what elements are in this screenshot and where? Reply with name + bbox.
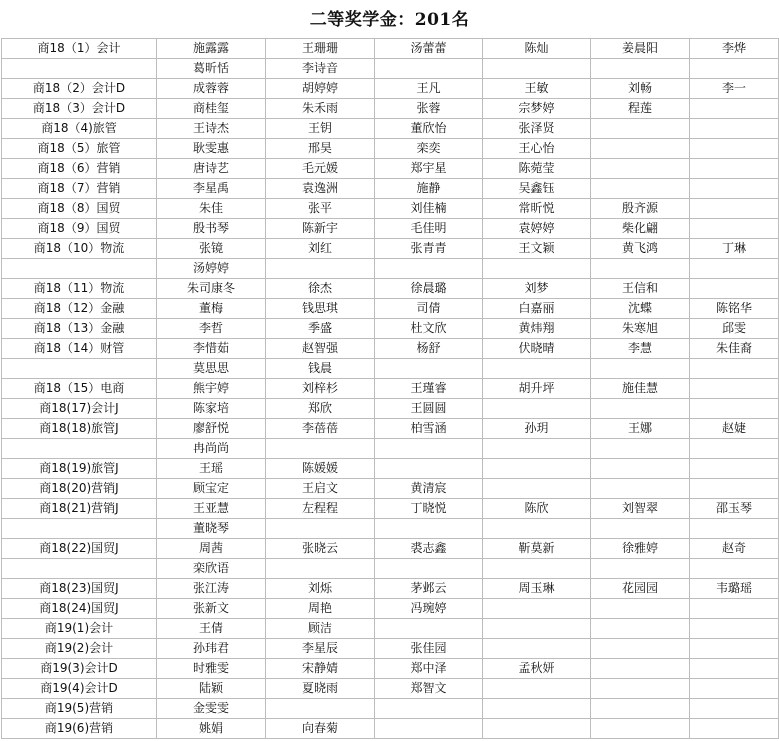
student-name-cell[interactable] <box>690 459 779 479</box>
student-name-cell[interactable] <box>591 659 690 679</box>
student-name-cell[interactable]: 李诗音 <box>266 59 375 79</box>
table-row <box>2 139 779 159</box>
student-name-cell[interactable]: 邵玉琴 <box>690 499 779 519</box>
student-name-cell[interactable] <box>375 619 483 639</box>
class-name-cell[interactable]: 商18（6）营销 <box>2 159 157 179</box>
table-row <box>2 299 779 319</box>
table-row <box>2 439 779 459</box>
student-name-cell[interactable] <box>591 179 690 199</box>
student-name-cell[interactable] <box>591 259 690 279</box>
student-name-cell[interactable]: 葛昕恬 <box>157 59 266 79</box>
table-row <box>2 239 779 259</box>
table-row <box>2 419 779 439</box>
class-name-cell[interactable]: 商18（13）金融 <box>2 319 157 339</box>
student-name-cell[interactable] <box>591 439 690 459</box>
table-row <box>2 99 779 119</box>
student-name-cell[interactable]: 郑欣 <box>266 399 375 419</box>
student-name-cell[interactable]: 周玉琳 <box>483 579 591 599</box>
student-name-cell[interactable] <box>591 139 690 159</box>
student-name-cell[interactable]: 吴鑫钰 <box>483 179 591 199</box>
student-name-cell[interactable]: 殷书琴 <box>157 219 266 239</box>
table-row <box>2 279 779 299</box>
student-name-cell[interactable]: 刘梦 <box>483 279 591 299</box>
class-name-cell[interactable]: 商18（3）会计D <box>2 99 157 119</box>
student-name-cell[interactable]: 李蓓蓓 <box>266 419 375 439</box>
student-name-cell[interactable] <box>690 219 779 239</box>
class-name-cell[interactable]: 商18（2）会计D <box>2 79 157 99</box>
student-name-cell[interactable]: 孙玥 <box>483 419 591 439</box>
student-name-cell[interactable]: 郑智文 <box>375 679 483 699</box>
student-name-cell[interactable] <box>591 59 690 79</box>
student-name-cell[interactable]: 姜晨阳 <box>591 39 690 59</box>
student-name-cell[interactable] <box>375 59 483 79</box>
student-name-cell[interactable]: 冯琬婷 <box>375 599 483 619</box>
student-name-cell[interactable]: 刘梓杉 <box>266 379 375 399</box>
student-name-cell[interactable] <box>591 719 690 739</box>
student-name-cell[interactable] <box>375 359 483 379</box>
table-row <box>2 539 779 559</box>
student-name-cell[interactable]: 朱司康冬 <box>157 279 266 299</box>
student-name-cell[interactable]: 王文颖 <box>483 239 591 259</box>
class-name-cell[interactable]: 商18（7）营销 <box>2 179 157 199</box>
student-name-cell[interactable]: 董晓琴 <box>157 519 266 539</box>
student-name-cell[interactable]: 夏晓雨 <box>266 679 375 699</box>
student-name-cell[interactable]: 向春菊 <box>266 719 375 739</box>
student-name-cell[interactable]: 王珊珊 <box>266 39 375 59</box>
table-row <box>2 159 779 179</box>
student-name-cell[interactable]: 赵婕 <box>690 419 779 439</box>
table-row <box>2 579 779 599</box>
student-name-cell[interactable] <box>690 439 779 459</box>
student-name-cell[interactable] <box>591 479 690 499</box>
class-name-cell[interactable] <box>2 259 157 279</box>
student-name-cell[interactable] <box>375 259 483 279</box>
student-name-cell[interactable]: 廖舒悦 <box>157 419 266 439</box>
student-name-cell[interactable]: 张青青 <box>375 239 483 259</box>
student-name-cell[interactable] <box>483 459 591 479</box>
scholarship-table <box>1 38 779 739</box>
student-name-cell[interactable] <box>591 399 690 419</box>
class-name-cell[interactable]: 商19(5)营销 <box>2 699 157 719</box>
class-name-cell[interactable]: 商18(22)国贸J <box>2 539 157 559</box>
student-name-cell[interactable] <box>483 519 591 539</box>
student-name-cell[interactable]: 赵奇 <box>690 539 779 559</box>
student-name-cell[interactable] <box>690 399 779 419</box>
student-name-cell[interactable]: 王敏 <box>483 79 591 99</box>
student-name-cell[interactable]: 王亚慧 <box>157 499 266 519</box>
student-name-cell[interactable]: 熊宇婷 <box>157 379 266 399</box>
student-name-cell[interactable]: 殷齐源 <box>591 199 690 219</box>
student-name-cell[interactable]: 刘红 <box>266 239 375 259</box>
student-name-cell[interactable]: 唐诗艺 <box>157 159 266 179</box>
student-name-cell[interactable]: 王倩 <box>157 619 266 639</box>
class-name-cell[interactable]: 商18（1）会计 <box>2 39 157 59</box>
sheet-title: 二等奖学金：201名 <box>309 10 470 30</box>
student-name-cell[interactable]: 邱雯 <box>690 319 779 339</box>
student-name-cell[interactable]: 王娜 <box>591 419 690 439</box>
student-name-cell[interactable] <box>591 619 690 639</box>
student-name-cell[interactable]: 刘畅 <box>591 79 690 99</box>
student-name-cell[interactable] <box>483 679 591 699</box>
student-name-cell[interactable]: 李惜茹 <box>157 339 266 359</box>
class-name-cell[interactable]: 商19(6)营销 <box>2 719 157 739</box>
student-name-cell[interactable] <box>266 559 375 579</box>
student-name-cell[interactable] <box>591 359 690 379</box>
student-name-cell[interactable]: 李星禹 <box>157 179 266 199</box>
student-name-cell[interactable]: 陈铭华 <box>690 299 779 319</box>
student-name-cell[interactable] <box>483 559 591 579</box>
class-name-cell[interactable] <box>2 59 157 79</box>
student-name-cell[interactable]: 钱晨 <box>266 359 375 379</box>
student-name-cell[interactable] <box>591 639 690 659</box>
student-name-cell[interactable]: 朱佳 <box>157 199 266 219</box>
student-name-cell[interactable] <box>483 639 591 659</box>
student-name-cell[interactable] <box>375 519 483 539</box>
student-name-cell[interactable]: 司倩 <box>375 299 483 319</box>
student-name-cell[interactable] <box>483 439 591 459</box>
student-name-cell[interactable] <box>690 199 779 219</box>
student-name-cell[interactable]: 时雅雯 <box>157 659 266 679</box>
student-name-cell[interactable]: 郑中泽 <box>375 659 483 679</box>
student-name-cell[interactable]: 李哲 <box>157 319 266 339</box>
student-name-cell[interactable]: 商桂玺 <box>157 99 266 119</box>
student-name-cell[interactable]: 孙玮君 <box>157 639 266 659</box>
class-name-cell[interactable]: 商18(18)旅管J <box>2 419 157 439</box>
student-name-cell[interactable] <box>483 479 591 499</box>
student-name-cell[interactable] <box>690 279 779 299</box>
class-name-cell[interactable] <box>2 519 157 539</box>
table-row <box>2 79 779 99</box>
student-name-cell[interactable]: 顾宝定 <box>157 479 266 499</box>
table-row <box>2 699 779 719</box>
student-name-cell[interactable]: 陈新宇 <box>266 219 375 239</box>
table-row <box>2 379 779 399</box>
student-name-cell[interactable]: 李烨 <box>690 39 779 59</box>
student-name-cell[interactable] <box>690 179 779 199</box>
table-row <box>2 619 779 639</box>
student-name-cell[interactable] <box>591 459 690 479</box>
class-name-cell[interactable]: 商18（4)旅管 <box>2 119 157 139</box>
table-row <box>2 679 779 699</box>
student-name-cell[interactable]: 王启文 <box>266 479 375 499</box>
student-name-cell[interactable]: 宋静婧 <box>266 659 375 679</box>
student-name-cell[interactable]: 栾欣语 <box>157 559 266 579</box>
student-name-cell[interactable]: 季盛 <box>266 319 375 339</box>
student-name-cell[interactable]: 郑宇星 <box>375 159 483 179</box>
student-name-cell[interactable]: 周艳 <box>266 599 375 619</box>
student-name-cell[interactable] <box>690 379 779 399</box>
table-row <box>2 599 779 619</box>
student-name-cell[interactable]: 冉尚尚 <box>157 439 266 459</box>
student-name-cell[interactable]: 汤蕾蕾 <box>375 39 483 59</box>
student-name-cell[interactable]: 毛佳明 <box>375 219 483 239</box>
student-name-cell[interactable]: 黄清宸 <box>375 479 483 499</box>
student-name-cell[interactable]: 朱禾雨 <box>266 99 375 119</box>
student-name-cell[interactable] <box>690 599 779 619</box>
student-name-cell[interactable]: 裘志鑫 <box>375 539 483 559</box>
student-name-cell[interactable] <box>375 459 483 479</box>
student-name-cell[interactable]: 陈菀莹 <box>483 159 591 179</box>
student-name-cell[interactable]: 赵智强 <box>266 339 375 359</box>
class-name-cell[interactable]: 商18（14）财管 <box>2 339 157 359</box>
student-name-cell[interactable]: 王心怡 <box>483 139 591 159</box>
student-name-cell[interactable]: 袁逸洲 <box>266 179 375 199</box>
student-name-cell[interactable]: 董梅 <box>157 299 266 319</box>
student-name-cell[interactable]: 李慧 <box>591 339 690 359</box>
student-name-cell[interactable] <box>483 599 591 619</box>
class-name-cell[interactable]: 商18(24)国贸J <box>2 599 157 619</box>
table-row <box>2 459 779 479</box>
class-name-cell[interactable]: 商19(2)会计 <box>2 639 157 659</box>
class-name-cell[interactable]: 商18(23)国贸J <box>2 579 157 599</box>
student-name-cell[interactable] <box>690 679 779 699</box>
student-name-cell[interactable]: 韦璐瑶 <box>690 579 779 599</box>
student-name-cell[interactable] <box>375 699 483 719</box>
student-name-cell[interactable]: 张佳园 <box>375 639 483 659</box>
student-name-cell[interactable]: 黄飞鸿 <box>591 239 690 259</box>
student-name-cell[interactable]: 花园园 <box>591 579 690 599</box>
student-name-cell[interactable] <box>483 719 591 739</box>
class-name-cell[interactable]: 商18（12）金融 <box>2 299 157 319</box>
class-name-cell[interactable]: 商18（5）旅管 <box>2 139 157 159</box>
student-name-cell[interactable]: 施露露 <box>157 39 266 59</box>
student-name-cell[interactable]: 柴化翩 <box>591 219 690 239</box>
student-name-cell[interactable]: 左程程 <box>266 499 375 519</box>
student-name-cell[interactable]: 伏晓晴 <box>483 339 591 359</box>
class-name-cell[interactable] <box>2 359 157 379</box>
student-name-cell[interactable] <box>483 359 591 379</box>
table-row <box>2 659 779 679</box>
student-name-cell[interactable]: 茅邺云 <box>375 579 483 599</box>
table-row <box>2 499 779 519</box>
student-name-cell[interactable]: 顾洁 <box>266 619 375 639</box>
student-name-cell[interactable] <box>690 59 779 79</box>
student-name-cell[interactable] <box>690 699 779 719</box>
student-name-cell[interactable]: 陈媛媛 <box>266 459 375 479</box>
student-name-cell[interactable]: 朱佳裔 <box>690 339 779 359</box>
student-name-cell[interactable]: 袁婷婷 <box>483 219 591 239</box>
student-name-cell[interactable]: 丁琳 <box>690 239 779 259</box>
class-name-cell[interactable]: 商18(20)营销J <box>2 479 157 499</box>
student-name-cell[interactable] <box>690 359 779 379</box>
student-name-cell[interactable] <box>266 519 375 539</box>
student-name-cell[interactable] <box>483 619 591 639</box>
class-name-cell[interactable] <box>2 439 157 459</box>
student-name-cell[interactable] <box>690 519 779 539</box>
student-name-cell[interactable] <box>591 699 690 719</box>
class-name-cell[interactable]: 商18（10）物流 <box>2 239 157 259</box>
student-name-cell[interactable]: 杜文欣 <box>375 319 483 339</box>
student-name-cell[interactable]: 陈灿 <box>483 39 591 59</box>
table-row <box>2 719 779 739</box>
student-name-cell[interactable] <box>266 259 375 279</box>
table-row <box>2 639 779 659</box>
student-name-cell[interactable]: 邢昊 <box>266 139 375 159</box>
student-name-cell[interactable]: 胡升坪 <box>483 379 591 399</box>
student-name-cell[interactable]: 栾奕 <box>375 139 483 159</box>
class-name-cell[interactable]: 商19(3)会计D <box>2 659 157 679</box>
student-name-cell[interactable]: 丁晓悦 <box>375 499 483 519</box>
student-name-cell[interactable] <box>483 259 591 279</box>
table-row <box>2 59 779 79</box>
student-name-cell[interactable] <box>690 559 779 579</box>
student-name-cell[interactable]: 靳莫新 <box>483 539 591 559</box>
table-row <box>2 119 779 139</box>
table-row <box>2 339 779 359</box>
student-name-cell[interactable] <box>690 479 779 499</box>
student-name-cell[interactable] <box>591 679 690 699</box>
student-name-cell[interactable]: 毛元媛 <box>266 159 375 179</box>
student-name-cell[interactable] <box>690 259 779 279</box>
table-row <box>2 519 779 539</box>
student-name-cell[interactable] <box>690 139 779 159</box>
class-name-cell[interactable]: 商18(21)营销J <box>2 499 157 519</box>
student-name-cell[interactable] <box>591 119 690 139</box>
student-name-cell[interactable] <box>375 719 483 739</box>
student-name-cell[interactable]: 李一 <box>690 79 779 99</box>
student-name-cell[interactable]: 汤婷婷 <box>157 259 266 279</box>
student-name-cell[interactable] <box>591 559 690 579</box>
student-name-cell[interactable] <box>690 659 779 679</box>
student-name-cell[interactable]: 王瑾睿 <box>375 379 483 399</box>
student-name-cell[interactable]: 姚娟 <box>157 719 266 739</box>
class-name-cell[interactable] <box>2 559 157 579</box>
student-name-cell[interactable]: 王钥 <box>266 119 375 139</box>
student-name-cell[interactable]: 李星辰 <box>266 639 375 659</box>
student-name-cell[interactable]: 徐晨璐 <box>375 279 483 299</box>
student-name-cell[interactable] <box>375 559 483 579</box>
student-name-cell[interactable]: 黄炜翔 <box>483 319 591 339</box>
student-name-cell[interactable]: 刘佳楠 <box>375 199 483 219</box>
student-name-cell[interactable]: 刘烁 <box>266 579 375 599</box>
student-name-cell[interactable] <box>591 159 690 179</box>
student-name-cell[interactable]: 成蓉蓉 <box>157 79 266 99</box>
student-name-cell[interactable] <box>375 439 483 459</box>
student-name-cell[interactable]: 张江涛 <box>157 579 266 599</box>
table-row <box>2 559 779 579</box>
student-name-cell[interactable]: 周茜 <box>157 539 266 559</box>
table-row <box>2 219 779 239</box>
student-name-cell[interactable]: 张新文 <box>157 599 266 619</box>
student-name-cell[interactable]: 王凡 <box>375 79 483 99</box>
student-name-cell[interactable]: 孟秋妍 <box>483 659 591 679</box>
student-name-cell[interactable] <box>591 519 690 539</box>
student-name-cell[interactable]: 张镜 <box>157 239 266 259</box>
student-name-cell[interactable]: 宗梦婷 <box>483 99 591 119</box>
table-row <box>2 479 779 499</box>
student-name-cell[interactable]: 程莲 <box>591 99 690 119</box>
student-name-cell[interactable]: 金雯雯 <box>157 699 266 719</box>
student-name-cell[interactable]: 钱思琪 <box>266 299 375 319</box>
table-body <box>2 39 779 739</box>
class-name-cell[interactable]: 商18（8）国贸 <box>2 199 157 219</box>
student-name-cell[interactable]: 耿雯惠 <box>157 139 266 159</box>
table-row <box>2 179 779 199</box>
table-row <box>2 399 779 419</box>
student-name-cell[interactable]: 王信和 <box>591 279 690 299</box>
student-name-cell[interactable]: 施佳慧 <box>591 379 690 399</box>
student-name-cell[interactable] <box>483 699 591 719</box>
student-name-cell[interactable]: 张平 <box>266 199 375 219</box>
student-name-cell[interactable] <box>266 699 375 719</box>
student-name-cell[interactable]: 朱寒旭 <box>591 319 690 339</box>
student-name-cell[interactable]: 王瑶 <box>157 459 266 479</box>
class-name-cell[interactable]: 商18(17)会计J <box>2 399 157 419</box>
class-name-cell[interactable]: 商19(4)会计D <box>2 679 157 699</box>
student-name-cell[interactable] <box>483 399 591 419</box>
student-name-cell[interactable] <box>591 599 690 619</box>
table-row <box>2 39 779 59</box>
student-name-cell[interactable]: 张蓉 <box>375 99 483 119</box>
student-name-cell[interactable]: 常昕悦 <box>483 199 591 219</box>
student-name-cell[interactable]: 王圆圆 <box>375 399 483 419</box>
student-name-cell[interactable]: 董欣怡 <box>375 119 483 139</box>
student-name-cell[interactable] <box>690 99 779 119</box>
table-row <box>2 319 779 339</box>
student-name-cell[interactable] <box>690 639 779 659</box>
student-name-cell[interactable] <box>483 59 591 79</box>
student-name-cell[interactable] <box>690 619 779 639</box>
student-name-cell[interactable] <box>690 159 779 179</box>
class-name-cell[interactable]: 商18(19)旅管J <box>2 459 157 479</box>
student-name-cell[interactable]: 徐杰 <box>266 279 375 299</box>
student-name-cell[interactable]: 白嘉丽 <box>483 299 591 319</box>
student-name-cell[interactable]: 陆颖 <box>157 679 266 699</box>
student-name-cell[interactable]: 胡婷婷 <box>266 79 375 99</box>
student-name-cell[interactable]: 莫思思 <box>157 359 266 379</box>
student-name-cell[interactable]: 施静 <box>375 179 483 199</box>
student-name-cell[interactable]: 刘智翠 <box>591 499 690 519</box>
table-row <box>2 359 779 379</box>
class-name-cell[interactable]: 商18（9）国贸 <box>2 219 157 239</box>
student-name-cell[interactable]: 陈家培 <box>157 399 266 419</box>
student-name-cell[interactable]: 杨舒 <box>375 339 483 359</box>
class-name-cell[interactable]: 商18（15）电商 <box>2 379 157 399</box>
student-name-cell[interactable]: 张晓云 <box>266 539 375 559</box>
student-name-cell[interactable]: 王诗杰 <box>157 119 266 139</box>
class-name-cell[interactable]: 商19(1)会计 <box>2 619 157 639</box>
table-row <box>2 199 779 219</box>
table-row <box>2 259 779 279</box>
class-name-cell[interactable]: 商18（11）物流 <box>2 279 157 299</box>
student-name-cell[interactable] <box>690 119 779 139</box>
student-name-cell[interactable]: 陈欣 <box>483 499 591 519</box>
student-name-cell[interactable] <box>266 439 375 459</box>
student-name-cell[interactable]: 徐雅婷 <box>591 539 690 559</box>
student-name-cell[interactable]: 沈蝶 <box>591 299 690 319</box>
student-name-cell[interactable]: 张泽贤 <box>483 119 591 139</box>
student-name-cell[interactable]: 柏雪涵 <box>375 419 483 439</box>
student-name-cell[interactable] <box>690 719 779 739</box>
